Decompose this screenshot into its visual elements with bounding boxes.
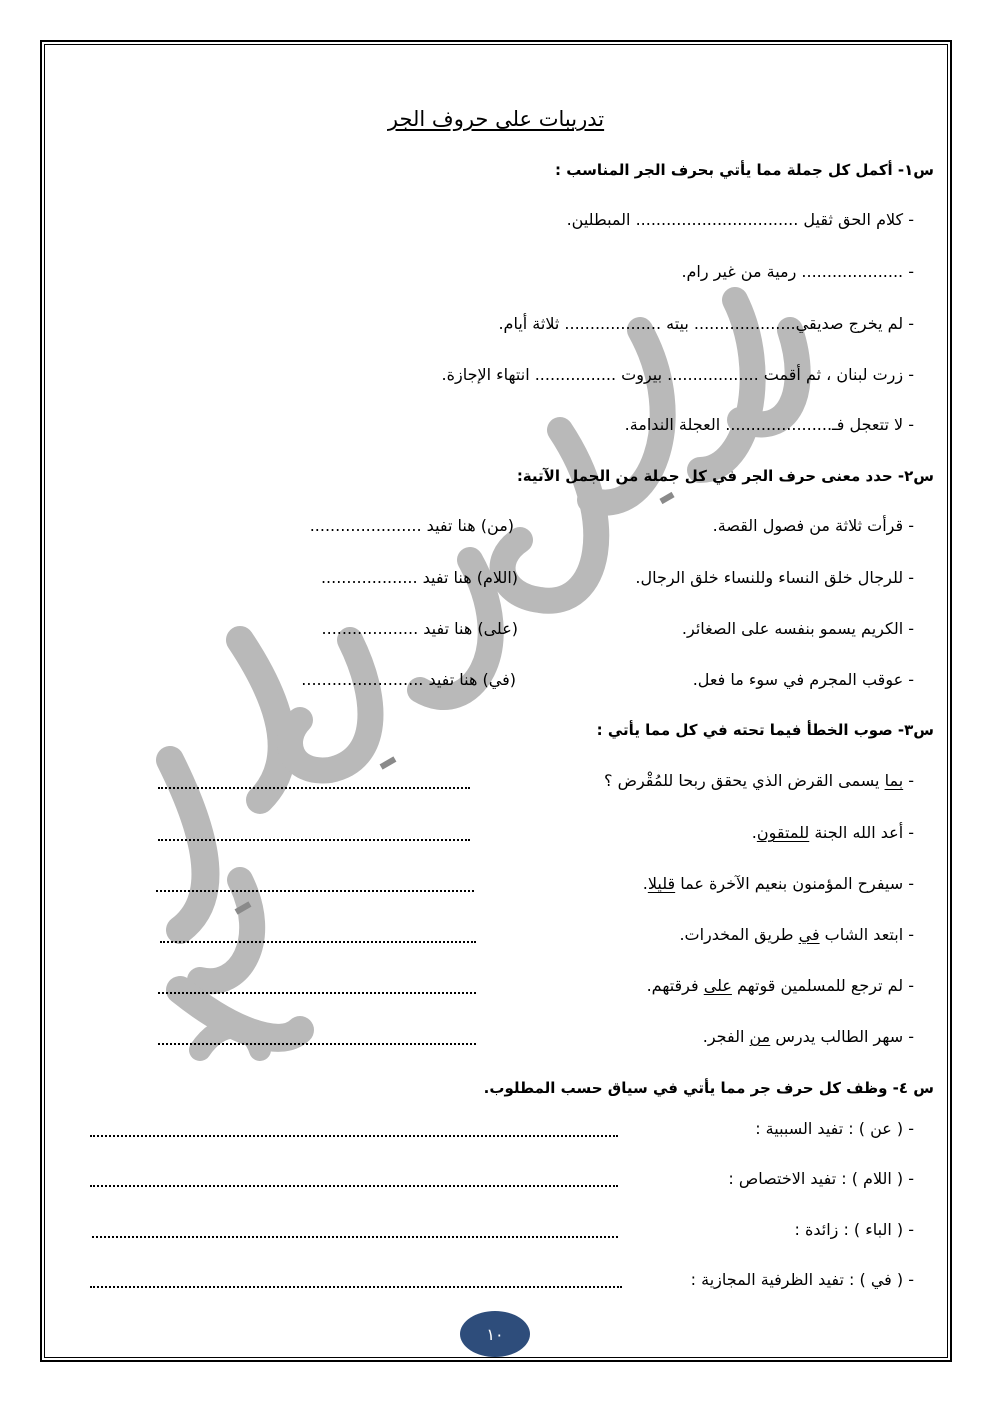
answer-line	[156, 888, 474, 892]
q3-item-5-underlined: على	[703, 976, 732, 995]
q3-item-3-underlined: قليلا	[647, 874, 676, 893]
answer-line	[158, 1041, 476, 1045]
q4-item-1: - ( عن ) : تفيد السببية :	[755, 1119, 914, 1138]
q2-sentence-3: - الكريم يسمو بنفسه على الصغائر.	[681, 619, 914, 638]
q3-item-4-underlined: في	[798, 925, 820, 944]
q2-answer-3: (على) هنا تفيد ...................	[321, 619, 518, 638]
q1-heading: س١- أكمل كل جملة مما يأتي بحرف الجر المناسب :	[555, 161, 934, 179]
q2-answer-1: (من) هنا تفيد ......................	[309, 516, 514, 535]
q4-item-3: - ( الباء ) : زائدة :	[794, 1220, 914, 1239]
q2-sentence-1: - قرأت ثلاثة من فصول القصة.	[712, 516, 914, 535]
q3-heading: س٣- صوب الخطأ فيما تحته في كل مما يأتي :	[596, 721, 934, 739]
q2-sentence-2: - للرجال خلق النساء وللنساء خلق الرجال.	[635, 568, 914, 587]
q4-item-2: - ( اللام ) : تفيد الاختصاص :	[728, 1169, 914, 1188]
q3-item-3: - سيفرح المؤمنون بنعيم الآخرة عما قليلا.	[642, 874, 914, 893]
q1-item-4: - زرت لبنان ، ثم أقمت .................. بيروت ................ انتهاء الإجازة.	[441, 365, 914, 384]
answer-line	[158, 785, 470, 789]
q1-item-1: - كلام الحق ثقيل ................................ المبطلين.	[566, 210, 914, 229]
answer-line	[158, 990, 476, 994]
q3-item-6-underlined: من	[749, 1027, 771, 1046]
page-number: ١٠	[486, 1324, 504, 1344]
q2-heading: س٢- حدد معنى حرف الجر في كل جملة من الجمل الآتية:	[516, 467, 934, 485]
q4-heading: س ٤- وظف كل حرف جر مما يأتي في سياق حسب المطلوب.	[483, 1079, 934, 1097]
answer-line	[90, 1183, 618, 1187]
q3-item-2-underlined: للمتقون	[756, 823, 810, 842]
answer-line	[90, 1284, 622, 1288]
q4-item-4: - ( في ) : تفيد الظرفية المجازية :	[690, 1270, 914, 1289]
q2-sentence-4: - عوقب المجرم في سوء ما فعل.	[692, 670, 914, 689]
answer-line	[158, 837, 470, 841]
page-number-badge	[460, 1311, 530, 1357]
q3-item-2: - أعد الله الجنة للمتقون.	[751, 823, 914, 842]
page-title: تدريبات على حروف الجر	[387, 107, 605, 131]
q2-answer-4: (في) هنا تفيد ........................	[301, 670, 516, 689]
page-border-inner	[44, 44, 948, 1358]
q1-item-2: - .................... رمية من غير رام.	[681, 262, 914, 281]
q3-item-1-underlined: بما	[884, 771, 904, 790]
q3-item-1: - بما يسمى القرض الذي يحقق ربحا للمُقْرض ؟	[604, 771, 914, 790]
q1-item-5: - لا تتعجل فـ..................... العجلة الندامة.	[624, 415, 914, 434]
q2-answer-2: (اللام) هنا تفيد ...................	[320, 568, 518, 587]
answer-line	[160, 939, 476, 943]
q3-item-6: - سهر الطالب يدرس من الفجر.	[702, 1027, 914, 1046]
answer-line	[90, 1133, 618, 1137]
answer-line	[92, 1234, 618, 1238]
q3-item-5: - لم ترجع للمسلمين قوتهم على فرقتهم.	[646, 976, 914, 995]
q1-item-3: - لم يخرج صديقي.................... بيته ................... ثلاثة أيام.	[498, 314, 914, 333]
q3-item-4: - ابتعد الشاب في طريق المخدرات.	[679, 925, 914, 944]
